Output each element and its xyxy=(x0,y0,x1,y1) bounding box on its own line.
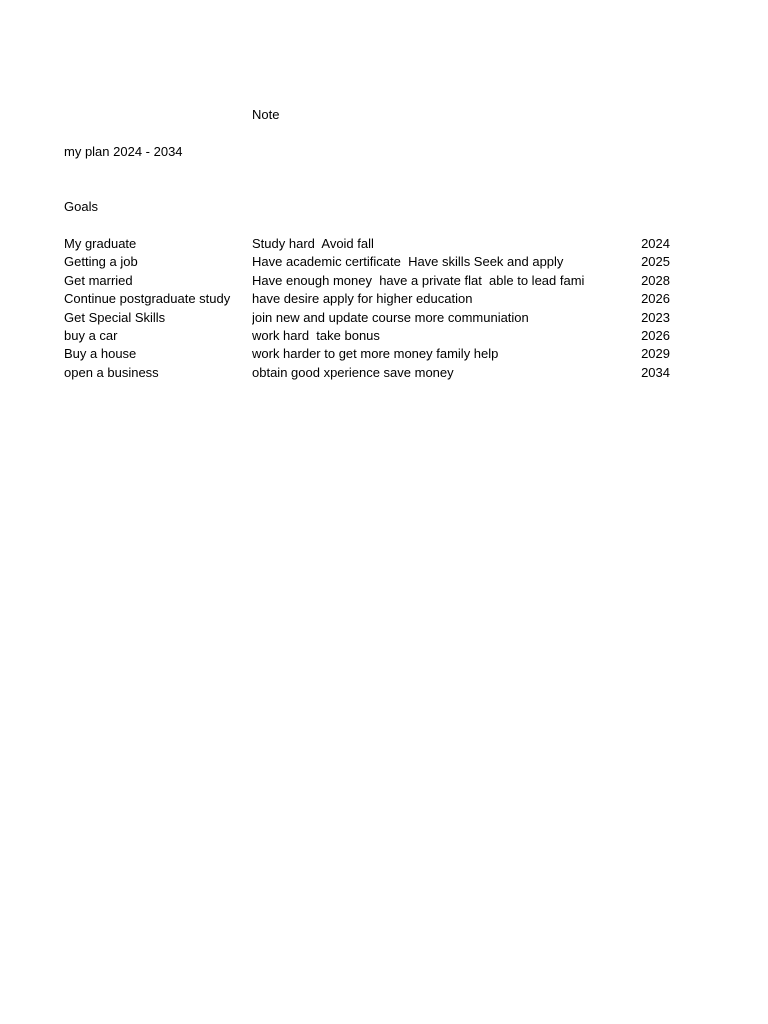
goal-note: have desire apply for higher education xyxy=(252,291,473,307)
goal-note: obtain good xperience save money xyxy=(252,364,454,380)
goal-name: open a business xyxy=(64,364,159,380)
goals-heading: Goals xyxy=(64,199,98,214)
goal-name: Continue postgraduate study xyxy=(64,291,231,307)
goal-note: work hard take bonus xyxy=(252,327,380,343)
goal-note: Have academic certificate Have skills Seek and apply xyxy=(252,254,564,270)
goal-note: Study hard Avoid fall xyxy=(252,236,374,251)
goal-name: Get Special Skills xyxy=(64,309,166,325)
table-row xyxy=(0,235,768,253)
goal-year: 2028 xyxy=(641,272,670,288)
table-row xyxy=(0,290,768,308)
note-column-header: Note xyxy=(252,107,280,122)
goal-note: join new and update course more communiation xyxy=(252,309,529,325)
goal-year: 2034 xyxy=(641,364,670,380)
goal-name: buy a car xyxy=(64,327,118,343)
goal-year: 2026 xyxy=(641,291,670,307)
table-row xyxy=(0,272,768,290)
goal-name: Getting a job xyxy=(64,254,138,270)
page-title: my plan 2024 - 2034 xyxy=(64,144,183,159)
goal-year: 2029 xyxy=(641,346,670,362)
goal-note: Have enough money have a private flat able to lead fami xyxy=(252,272,585,288)
goal-year: 2023 xyxy=(641,309,670,325)
goal-year: 2025 xyxy=(641,254,670,270)
goal-name: Buy a house xyxy=(64,346,137,362)
goal-year: 2024 xyxy=(641,236,670,251)
table-row xyxy=(0,253,768,271)
goal-note: work harder to get more money family help xyxy=(252,346,499,362)
table-row xyxy=(0,309,768,327)
table-row xyxy=(0,327,768,345)
table-row xyxy=(0,364,768,382)
goals-table xyxy=(0,235,768,382)
goal-name: Get married xyxy=(64,272,133,288)
table-row xyxy=(0,345,768,363)
goal-name: My graduate xyxy=(64,236,137,251)
goal-year: 2026 xyxy=(641,327,670,343)
